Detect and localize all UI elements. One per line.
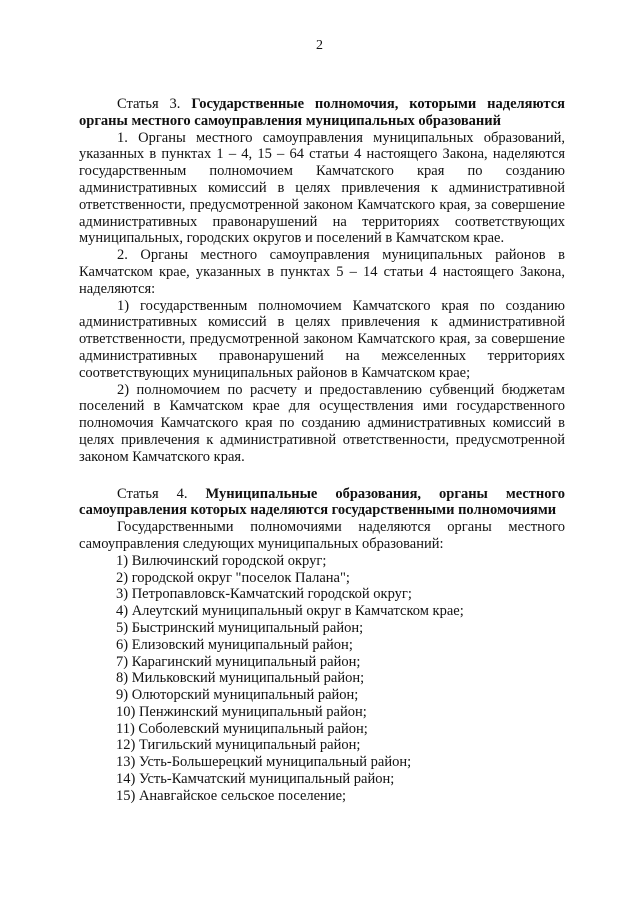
article-3-paragraph: 1. Органы местного самоуправления муниципальных образований, указанных в пунктах 1 – 4, 15 – 64 статьи 4 настоящего Закона, наделяются государственным полномочием Камчатского края по созданию административных комиссий в целях привлечения к административной ответственности, предусмотренной законом Камчатского края, за совершение административных правонарушений на территориях соответствующих муниципальных, городских округов и поселений в Камчатском крае. [79, 129, 565, 247]
list-item: 11) Соболевский муниципальный район; [116, 720, 368, 737]
list-item: 4) Алеутский муниципальный округ в Камчатском крае; [116, 603, 464, 620]
list-item: 12) Тигильский муниципальный район; [116, 737, 361, 754]
article-3-label: Статья 3. [117, 96, 181, 112]
article-4-title: Муниципальные образования, органы местного самоуправления которых наделяются государственными полномочиями [79, 485, 565, 519]
list-item: 13) Усть-Большерецкий муниципальный район; [116, 754, 412, 771]
list-item: 10) Пенжинский муниципальный район; [116, 703, 367, 720]
article-4-heading [79, 486, 565, 520]
article-3-paragraph: 2. Органы местного самоуправления муниципальных районов в Камчатском крае, указанных в пунктах 5 – 14 статьи 4 настоящего Закона, наделяются: [79, 247, 565, 297]
article-3-title: Государственные полномочия, которыми наделяются органы местного самоуправления муниципальных образований [79, 96, 565, 129]
article-3-heading [79, 96, 565, 130]
list-item: 5) Быстринский муниципальный район; [116, 619, 364, 636]
article-4-intro: Государственными полномочиями наделяются органы местного самоуправления следующих муниципальных образований: [79, 519, 565, 552]
page-number: 2 [316, 38, 323, 53]
list-item: 7) Карагинский муниципальный район; [116, 653, 361, 670]
list-item: 2) городской округ "поселок Палана"; [116, 569, 350, 586]
article-3-paragraph: 2) полномочием по расчету и предоставлению субвенций бюджетам поселений в Камчатском крае для осуществления ими государственного полномочия Камчатского края по созданию административных комиссий в целях привлечения к административной ответственности, предусмотренной законом Камчатского края. [79, 381, 565, 465]
list-item: 9) Олюторский муниципальный район; [116, 687, 359, 704]
list-item: 3) Петропавловск-Камчатский городской округ; [116, 586, 412, 603]
list-item: 14) Усть-Камчатский муниципальный район; [116, 771, 395, 788]
list-item: 1) Вилючинский городской округ; [116, 552, 327, 569]
article-3-paragraph: 1) государственным полномочием Камчатского края по созданию административных комиссий в целях привлечения к административной ответственности, предусмотренной законом Камчатского края, за совершение административных правонарушений на межселенных территориях соответствующих муниципальных районов в Камчатском крае; [79, 297, 565, 381]
document-body [79, 96, 565, 805]
list-item: 6) Елизовский муниципальный район; [116, 636, 353, 653]
list-item: 15) Анавгайское сельское поселение; [116, 787, 347, 804]
list-item: 8) Мильковский муниципальный район; [116, 670, 365, 687]
article-4-label: Статья 4. [117, 485, 188, 502]
